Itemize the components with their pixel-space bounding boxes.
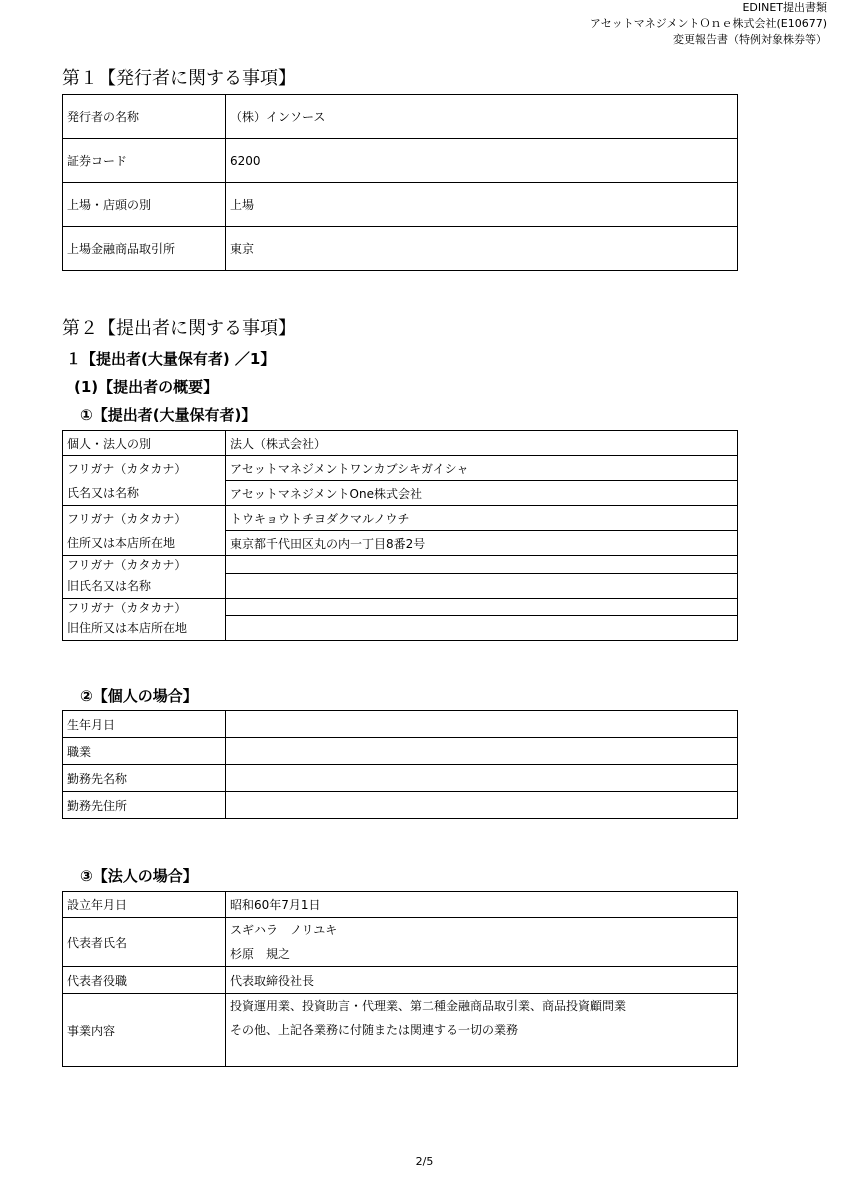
old-address-value [226,616,738,641]
page-number: 2/5 [415,1155,434,1168]
employer-name-value [226,765,738,792]
table-row [63,738,738,765]
kana-label: フリガナ（カタカナ） [63,556,226,574]
listing-type-value: 上場 [226,183,738,227]
table-row [63,139,738,183]
issuer-table [62,94,738,271]
representative-value [226,918,738,967]
filer-subtitle: １【提出者(大量保有者) ／1】 [66,350,276,368]
birth-date-value [226,711,738,738]
business-line: 投資運用業、投資助言・代理業、第二種金融商品取引業、商品投資顧問業 [230,999,627,1013]
table-row [63,481,738,506]
type-value: 法人（株式会社） [226,431,738,456]
header-doctype: 変更報告書（特例対象株券等） [673,33,827,46]
table-row [63,598,738,616]
table-row [63,994,738,1067]
birth-date-label: 生年月日 [63,711,226,738]
table-row [63,792,738,819]
table-row [63,711,738,738]
table-row [63,456,738,481]
header-company: アセットマネジメントＯｎｅ株式会社(E10677) [589,17,827,30]
address-label: 住所又は本店所在地 [63,531,226,556]
employer-address-label: 勤務先住所 [63,792,226,819]
representative-kana: スギハラ ノリユキ [230,923,338,937]
old-name-value [226,573,738,598]
established-value: 昭和60年7月1日 [226,892,738,918]
listing-type-label: 上場・店頭の別 [63,183,226,227]
individual-title: ②【個人の場合】 [80,687,198,705]
business-label: 事業内容 [63,994,226,1067]
table-row [63,967,738,994]
occupation-value [226,738,738,765]
address-kana-value: トウキョウトチヨダクマルノウチ [226,506,738,531]
table-row [63,765,738,792]
exchange-label: 上場金融商品取引所 [63,227,226,271]
kana-label: フリガナ（カタカナ） [63,598,226,616]
filer-detail-title: ①【提出者(大量保有者)】 [80,406,257,424]
established-label: 設立年月日 [63,892,226,918]
employer-name-label: 勤務先名称 [63,765,226,792]
old-address-label: 旧住所又は本店所在地 [63,616,226,641]
security-code-label: 証券コード [63,139,226,183]
occupation-label: 職業 [63,738,226,765]
issuer-name-value: （株）インソース [226,95,738,139]
old-name-kana-value [226,556,738,574]
type-label: 個人・法人の別 [63,431,226,456]
name-label: 氏名又は名称 [63,481,226,506]
address-value: 東京都千代田区丸の内一丁目8番2号 [226,531,738,556]
representative-name: 杉原 規之 [230,947,291,961]
business-value [226,994,738,1067]
employer-address-value [226,792,738,819]
table-row [63,227,738,271]
old-address-kana-value [226,598,738,616]
filer-table [62,430,738,641]
kana-label: フリガナ（カタカナ） [63,506,226,531]
representative-title-value: 代表取締役社長 [226,967,738,994]
representative-title-label: 代表者役職 [63,967,226,994]
individual-table [62,710,738,819]
section1-title: 第１【発行者に関する事項】 [62,68,296,89]
table-row [63,506,738,531]
kana-label: フリガナ（カタカナ） [63,456,226,481]
security-code-value: 6200 [226,139,738,183]
section2-title: 第２【提出者に関する事項】 [62,318,296,339]
table-row [63,183,738,227]
table-row [63,556,738,574]
table-row [63,918,738,967]
document-header [590,0,827,48]
name-value: アセットマネジメントOne株式会社 [226,481,738,506]
representative-label: 代表者氏名 [63,918,226,967]
old-name-label: 旧氏名又は名称 [63,573,226,598]
table-row [63,573,738,598]
table-row [63,892,738,918]
exchange-value: 東京 [226,227,738,271]
table-row [63,616,738,641]
business-line: その他、上記各業務に付随または関連する一切の業務 [230,1023,519,1037]
corporate-table [62,891,738,1067]
corporate-title: ③【法人の場合】 [80,867,198,885]
table-row [63,531,738,556]
table-row [63,95,738,139]
header-edinet: EDINET提出書類 [742,1,827,14]
table-row [63,431,738,456]
issuer-name-label: 発行者の名称 [63,95,226,139]
filer-overview-title: (1)【提出者の概要】 [74,378,219,396]
name-kana-value: アセットマネジメントワンカブシキガイシャ [226,456,738,481]
